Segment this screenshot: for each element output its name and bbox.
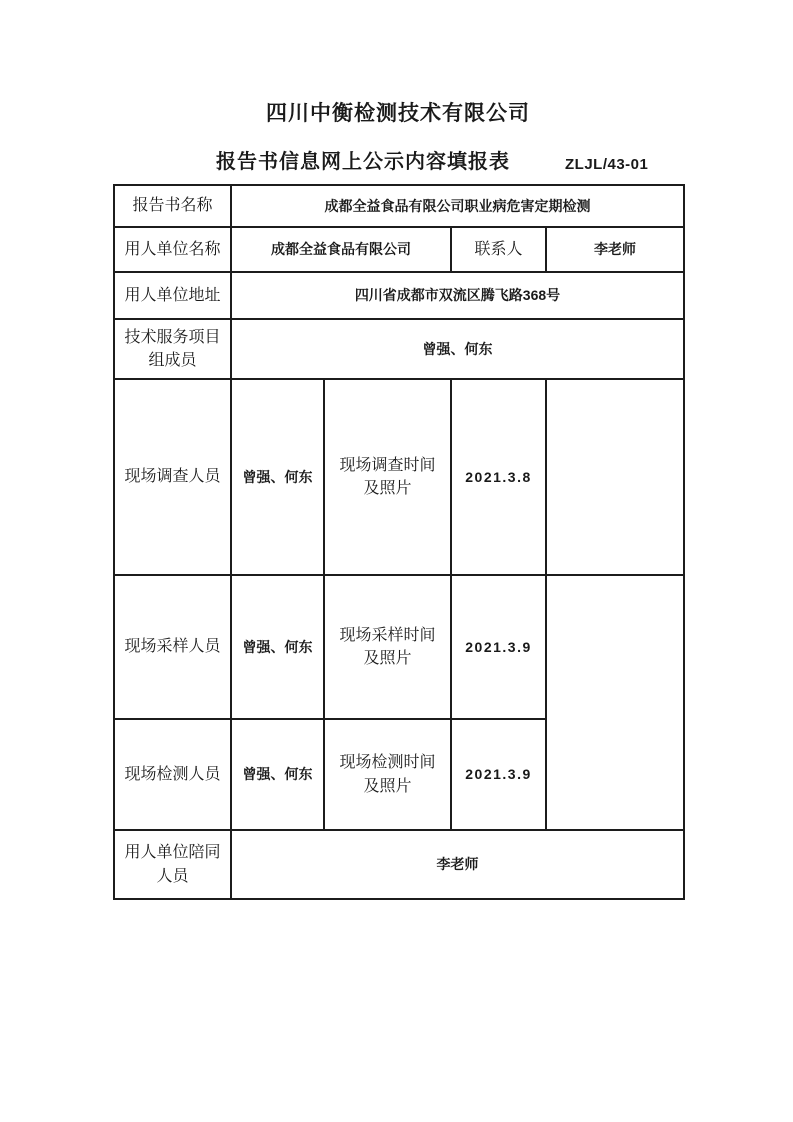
report-name-value: 成都全益食品有限公司职业病危害定期检测: [231, 185, 684, 227]
report-name-label: 报告书名称: [114, 185, 231, 227]
testing-personnel: 曾强、何东: [231, 719, 324, 830]
survey-personnel: 曾强、何东: [231, 379, 324, 575]
contact-value: 李老师: [546, 227, 684, 272]
row-site-sampling: [114, 575, 684, 719]
sampling-personnel: 曾强、何东: [231, 575, 324, 719]
accompany-value: 李老师: [231, 830, 684, 899]
survey-role-label: 现场调查人员: [114, 379, 231, 575]
testing-date: 2021.3.9: [451, 719, 546, 830]
sampling-testing-photo-cell: [546, 575, 684, 830]
form-code: ZLJL/43-01: [565, 156, 649, 173]
sampling-time-label: 现场采样时间及照片: [324, 575, 451, 719]
row-project-team: [114, 319, 684, 379]
employer-name-value: 成都全益食品有限公司: [231, 227, 451, 272]
testing-role-label: 现场检测人员: [114, 719, 231, 830]
form-title: 报告书信息网上公示内容填报表: [216, 151, 510, 173]
row-employer-name: [114, 227, 684, 272]
team-label: 技术服务项目组成员: [114, 319, 231, 379]
employer-address-label: 用人单位地址: [114, 272, 231, 319]
row-accompanying: [114, 830, 684, 899]
report-info-table: [113, 184, 685, 900]
team-value: 曾强、何东: [231, 319, 684, 379]
accompany-label: 用人单位陪同人员: [114, 830, 231, 899]
survey-time-label: 现场调查时间及照片: [324, 379, 451, 575]
survey-photo-cell: [546, 379, 684, 575]
row-employer-address: [114, 272, 684, 319]
testing-time-label: 现场检测时间及照片: [324, 719, 451, 830]
survey-date: 2021.3.8: [451, 379, 546, 575]
employer-address-value: 四川省成都市双流区腾飞路368号: [231, 272, 684, 319]
sampling-date: 2021.3.9: [451, 575, 546, 719]
row-report-name: [114, 185, 684, 227]
sampling-role-label: 现场采样人员: [114, 575, 231, 719]
employer-name-label: 用人单位名称: [114, 227, 231, 272]
subtitle-row: [113, 149, 683, 175]
row-site-survey: [114, 379, 684, 575]
company-title: 四川中衡检测技术有限公司: [266, 102, 530, 125]
document-content: [113, 0, 683, 900]
contact-label: 联系人: [451, 227, 546, 272]
